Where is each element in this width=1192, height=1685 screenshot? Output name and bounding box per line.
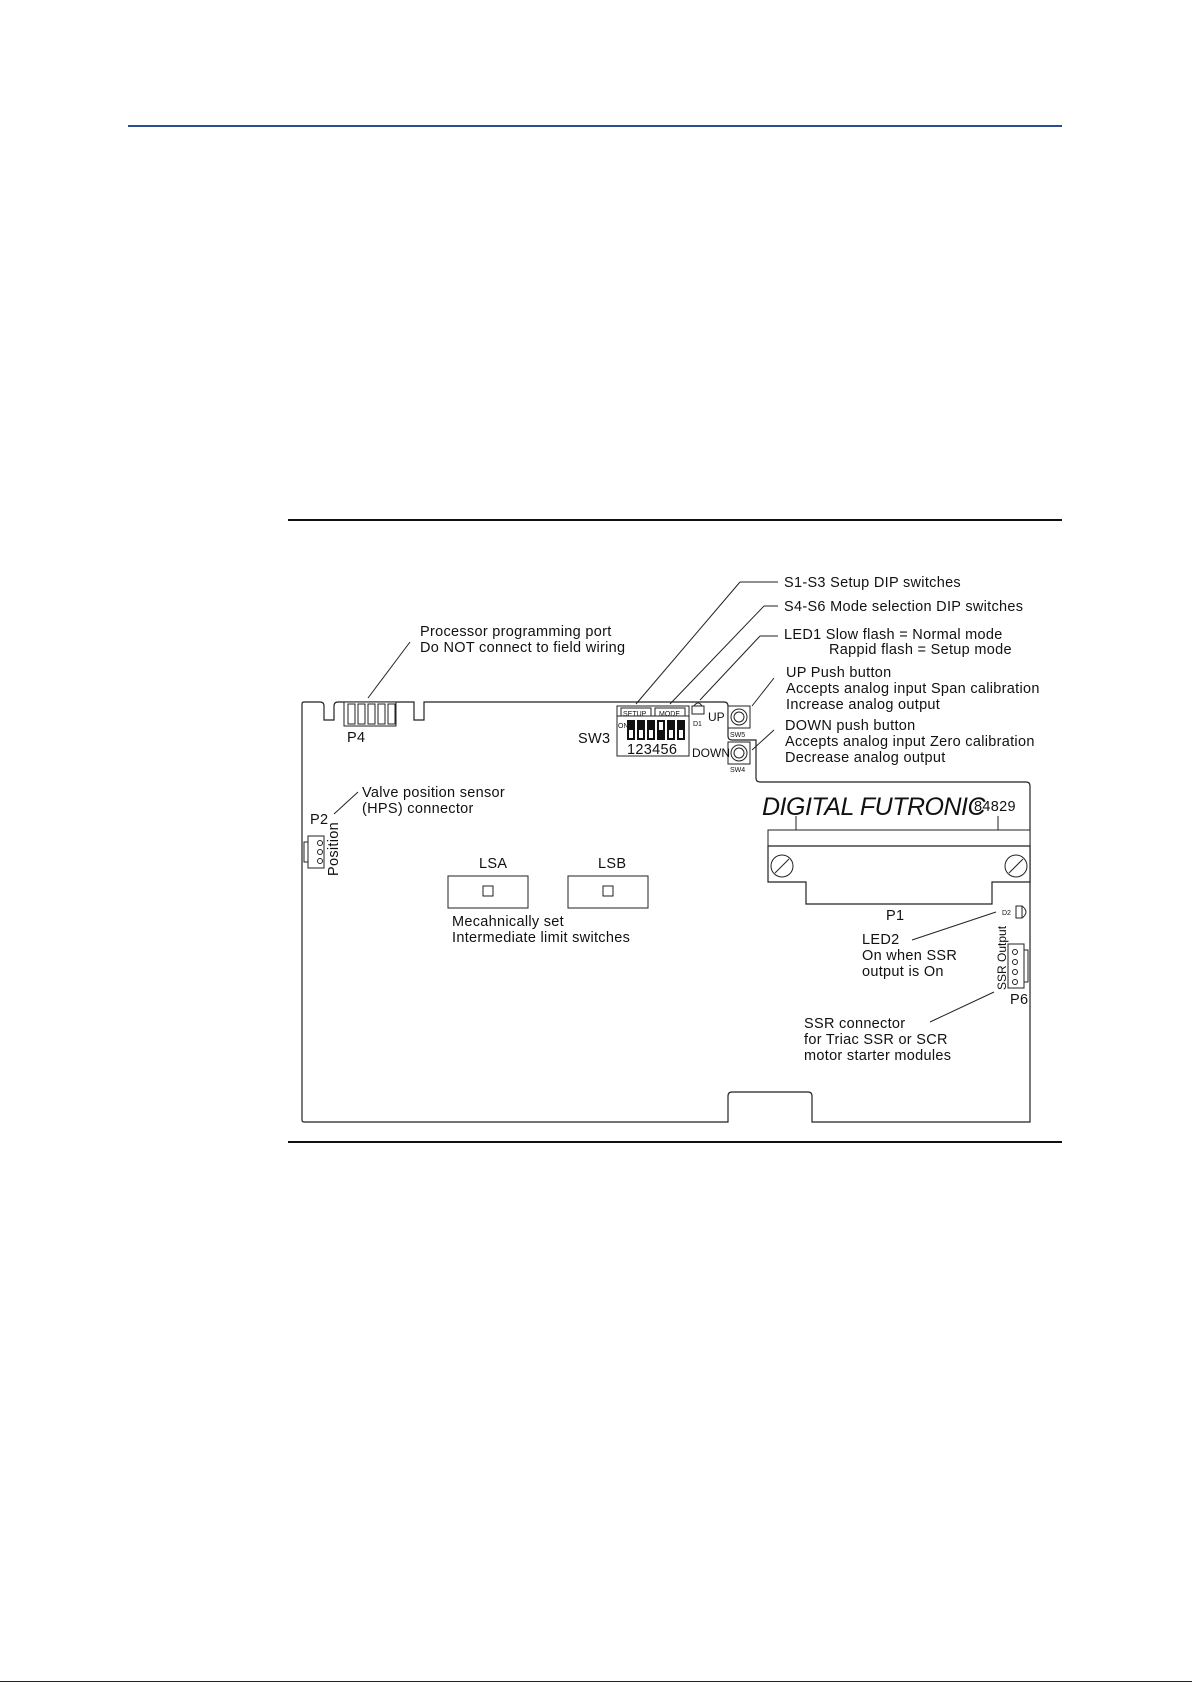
- led1-label-line2: Rappid flash = Setup mode: [829, 642, 1012, 658]
- ssr-label-line2: for Triac SSR or SCR: [804, 1032, 948, 1048]
- down-push-button: [728, 742, 750, 764]
- p4-label: P4: [347, 730, 366, 746]
- lsa-limit-switch: [448, 876, 528, 908]
- limit-label-line2: Intermediate limit switches: [452, 930, 631, 946]
- setup-label: SETUP: [623, 711, 647, 718]
- dip-on-label: ON: [618, 723, 629, 730]
- processor-port-label-line1: Processor programming port: [420, 624, 612, 640]
- up-label-line3: Increase analog output: [786, 697, 941, 713]
- lsb-limit-switch: [568, 876, 648, 908]
- up-label: UP: [708, 710, 725, 724]
- p2-label: P2: [310, 812, 329, 828]
- lsb-label: LSB: [598, 856, 627, 872]
- lsa-label: LSA: [479, 856, 508, 872]
- brand-label: DIGITAL FUTRONIC: [762, 793, 986, 821]
- down-label-line1: DOWN push button: [785, 718, 916, 734]
- led2-label-line2: On when SSR: [862, 948, 958, 964]
- ssr-output-label: SSR Output: [995, 925, 1009, 990]
- model-label: 84829: [974, 799, 1016, 815]
- ssr-label-line1: SSR connector: [804, 1016, 906, 1032]
- down-label: DOWN: [692, 746, 730, 760]
- sw5-label: SW5: [730, 732, 746, 739]
- s4-s6-label: S4-S6 Mode selection DIP switches: [784, 599, 1024, 615]
- down-label-line3: Decrease analog output: [785, 750, 946, 766]
- p6-label: P6: [1010, 992, 1029, 1008]
- s1-s3-label: S1-S3 Setup DIP switches: [784, 575, 961, 591]
- p1-label: P1: [886, 908, 905, 924]
- led2-label-line3: output is On: [862, 964, 944, 980]
- d2-label: D2: [1002, 910, 1011, 917]
- up-label-line1: UP Push button: [786, 665, 892, 681]
- sw4-label: SW4: [730, 767, 746, 774]
- p6-ssr-connector: [1008, 944, 1028, 988]
- vps-label-line2: (HPS) connector: [362, 801, 474, 817]
- position-label: Position: [326, 822, 342, 876]
- up-push-button: [728, 706, 750, 728]
- down-label-line2: Accepts analog input Zero calibration: [785, 734, 1035, 750]
- p4-programming-port: [344, 702, 396, 726]
- sw3-label: SW3: [578, 731, 611, 747]
- vps-label-line1: Valve position sensor: [362, 785, 506, 801]
- dip-numbers-label: 123456: [627, 742, 678, 758]
- d1-label: D1: [693, 721, 702, 728]
- up-label-line2: Accepts analog input Span calibration: [786, 681, 1040, 697]
- processor-port-label-line2: Do NOT connect to field wiring: [420, 640, 626, 656]
- led2-label-line1: LED2: [862, 932, 900, 948]
- mode-label: MODE: [659, 711, 680, 718]
- limit-label-line1: Mecahnically set: [452, 914, 564, 930]
- led1-label-line1: LED1 Slow flash = Normal mode: [784, 627, 1003, 643]
- ssr-label-line3: motor starter modules: [804, 1048, 952, 1064]
